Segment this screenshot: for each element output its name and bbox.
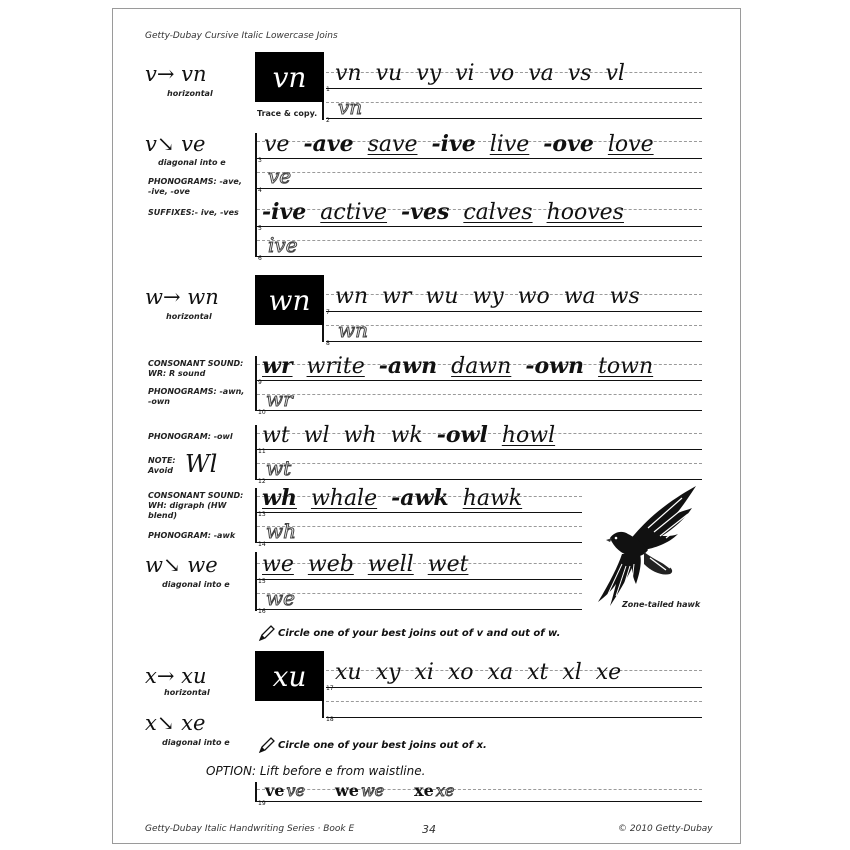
- baseline: [257, 479, 702, 480]
- example-word: dawn: [451, 354, 512, 379]
- row-number: 14: [258, 541, 266, 548]
- option-model: xe: [414, 781, 434, 800]
- example-word: save: [367, 132, 418, 157]
- row-number: 12: [258, 478, 266, 485]
- phonogram-awk: PHONOGRAM: -awk: [148, 531, 236, 540]
- example-word: wt: [262, 423, 290, 448]
- join-vn-symbol: v→ vn: [145, 62, 207, 86]
- phonogram-word: -awn: [378, 353, 438, 379]
- vertical-rule: [255, 782, 257, 802]
- waistline: [326, 102, 702, 103]
- option-trace: ve: [286, 781, 305, 800]
- example-word: wh: [262, 485, 297, 511]
- example-word: wy: [472, 284, 504, 309]
- join-wn-caption: horizontal: [166, 312, 212, 321]
- trace-wr: wr: [266, 387, 293, 411]
- practice-row-17: [335, 660, 635, 685]
- practice-row-1: [335, 61, 639, 86]
- example-word: vo: [488, 61, 515, 86]
- baseline: [257, 410, 702, 411]
- option-row: [265, 781, 454, 800]
- baseline: [326, 687, 702, 688]
- instruction-circle-x: Circle one of your best joins out of x.: [278, 740, 487, 751]
- practice-row-7: [335, 284, 654, 309]
- example-word: town: [598, 354, 654, 379]
- row-number: 3: [258, 157, 262, 164]
- waistline: [257, 394, 702, 395]
- baseline: [326, 118, 702, 119]
- footer-series: Getty-Dubay Italic Handwriting Series · Book E: [145, 824, 355, 834]
- example-word: howl: [501, 423, 556, 448]
- example-word: vn: [335, 61, 362, 86]
- baseline: [257, 256, 702, 257]
- trace-copy-label: Trace & copy.: [257, 109, 318, 118]
- phonogram-word: -ove: [543, 131, 594, 157]
- consonant-sound-wr: CONSONANT SOUND: WR: R sound: [148, 359, 244, 378]
- join-xe-symbol: x↘ xe: [145, 711, 206, 735]
- trace-wt: wt: [266, 456, 292, 480]
- waistline: [257, 593, 582, 594]
- practice-row-9: [262, 353, 667, 379]
- example-word: wk: [390, 423, 423, 448]
- row-number: 19: [258, 800, 266, 807]
- example-word: wr: [382, 284, 412, 309]
- phonogram-word: -ves: [401, 199, 450, 225]
- example-word: whale: [310, 486, 378, 511]
- row-number: 6: [258, 255, 262, 262]
- join-xe-caption: diagonal into e: [162, 738, 230, 747]
- baseline: [257, 380, 702, 381]
- example-word: vi: [455, 61, 475, 86]
- pencil-icon: [258, 736, 276, 754]
- avoid-label: Avoid: [148, 466, 173, 475]
- example-word: hooves: [546, 200, 624, 225]
- phonogram-word: -owl: [436, 422, 488, 448]
- hawk-caption: Zone-tailed hawk: [622, 600, 701, 609]
- option-model: ve: [265, 781, 285, 800]
- model-box-vn: vn: [255, 52, 324, 102]
- suffixes-ve: SUFFIXES:- ive, -ves: [148, 208, 239, 217]
- example-word: hawk: [462, 486, 523, 511]
- example-word: active: [320, 200, 388, 225]
- example-word: wn: [335, 284, 368, 309]
- example-word: va: [528, 61, 554, 86]
- row-number: 1: [326, 86, 330, 93]
- option-trace: we: [360, 781, 385, 800]
- baseline: [326, 311, 702, 312]
- trace-wh: wh: [266, 519, 296, 543]
- example-word: well: [367, 552, 414, 577]
- row-number: 5: [258, 225, 262, 232]
- example-word: xo: [447, 660, 474, 685]
- join-xu-caption: horizontal: [164, 688, 210, 697]
- baseline: [257, 449, 702, 450]
- phonograms-ve: PHONOGRAMS: -ave, -ive, -ove: [148, 177, 242, 196]
- vertical-rule: [255, 552, 257, 611]
- example-word: write: [306, 354, 365, 379]
- row-number: 8: [326, 340, 330, 347]
- example-word: xt: [527, 660, 549, 685]
- pencil-icon: [258, 624, 276, 642]
- vertical-rule: [255, 133, 257, 257]
- practice-row-13: [262, 485, 536, 511]
- practice-row-3: [264, 131, 668, 157]
- baseline: [326, 341, 702, 342]
- example-word: ws: [609, 284, 640, 309]
- phonogram-word: -awk: [391, 485, 449, 511]
- baseline: [257, 801, 702, 802]
- baseline: [257, 579, 582, 580]
- phonogram-word: -own: [525, 353, 585, 379]
- waistline: [326, 325, 702, 326]
- example-word: vl: [605, 61, 625, 86]
- example-word: vs: [567, 61, 592, 86]
- vertical-rule: [322, 701, 324, 718]
- join-ve-caption: diagonal into e: [158, 158, 226, 167]
- example-word: xu: [335, 660, 362, 685]
- trace-wn: wn: [338, 318, 368, 342]
- option-note: OPTION: Lift before e from waistline.: [206, 764, 426, 778]
- join-we-caption: diagonal into e: [162, 580, 230, 589]
- row-number: 18: [326, 716, 334, 723]
- instruction-circle-vw: Circle one of your best joins out of v and out of w.: [278, 628, 561, 639]
- row-number: 17: [326, 685, 334, 692]
- example-word: wr: [262, 353, 293, 379]
- footer-copyright: © 2010 Getty-Dubay: [618, 824, 713, 834]
- example-word: wu: [425, 284, 459, 309]
- waistline: [257, 463, 702, 464]
- model-box-xu: xu: [255, 651, 324, 701]
- waistline: [326, 701, 702, 702]
- waistline: [257, 240, 702, 241]
- example-word: xe: [595, 660, 622, 685]
- example-word: vy: [416, 61, 442, 86]
- vertical-rule: [322, 102, 324, 120]
- row-number: 11: [258, 448, 266, 455]
- example-word: ve: [264, 132, 290, 157]
- trace-vn: vn: [338, 95, 363, 119]
- example-word: wl: [303, 423, 330, 448]
- baseline: [326, 717, 702, 718]
- practice-row-11: [262, 422, 569, 448]
- row-number: 4: [258, 187, 262, 194]
- example-word: wet: [427, 552, 469, 577]
- trace-we: we: [266, 586, 295, 610]
- vertical-rule: [322, 325, 324, 342]
- join-wn-symbol: w→ wn: [145, 285, 219, 309]
- avoid-glyph: Wl: [185, 450, 218, 478]
- waistline: [257, 526, 582, 527]
- example-word: wa: [563, 284, 596, 309]
- row-number: 15: [258, 578, 266, 585]
- baseline: [326, 88, 702, 89]
- phonograms-wr: PHONOGRAMS: -awn, -own: [148, 387, 245, 406]
- baseline: [257, 188, 702, 189]
- consonant-sound-wh: CONSONANT SOUND: WH: digraph (HW blend): [148, 491, 244, 520]
- row-number: 16: [258, 608, 266, 615]
- practice-row-5: [262, 199, 638, 225]
- example-word: vu: [375, 61, 403, 86]
- example-word: wh: [343, 423, 377, 448]
- waistline: [257, 172, 702, 173]
- option-model: we: [335, 781, 359, 800]
- example-word: xa: [487, 660, 514, 685]
- row-number: 7: [326, 309, 330, 316]
- example-word: xi: [414, 660, 434, 685]
- example-word: we: [262, 552, 294, 577]
- row-number: 13: [258, 511, 266, 518]
- example-word: calves: [463, 200, 533, 225]
- example-word: web: [307, 552, 354, 577]
- example-word: love: [607, 132, 654, 157]
- phonogram-word: -ave: [303, 131, 354, 157]
- trace-ive: ive: [268, 233, 298, 257]
- baseline: [257, 158, 702, 159]
- row-number: 10: [258, 409, 266, 416]
- phonogram-word: -ive: [431, 131, 476, 157]
- phonogram-owl: PHONOGRAM: -owl: [148, 432, 233, 441]
- join-ve-symbol: v↘ ve: [145, 132, 206, 156]
- zone-tailed-hawk-illustration: [588, 484, 703, 609]
- note-label: NOTE:: [148, 456, 176, 465]
- join-xu-symbol: x→ xu: [145, 664, 207, 688]
- model-box-wn: wn: [255, 275, 324, 325]
- option-trace: xe: [435, 781, 455, 800]
- row-number: 9: [258, 379, 262, 386]
- example-word: xl: [562, 660, 582, 685]
- phonogram-word: -ive: [262, 199, 307, 225]
- page-header-title: Getty-Dubay Cursive Italic Lowercase Joins: [145, 31, 338, 41]
- baseline: [257, 542, 582, 543]
- example-word: wo: [517, 284, 550, 309]
- row-number: 2: [326, 117, 330, 124]
- baseline: [257, 226, 702, 227]
- join-we-symbol: w↘ we: [145, 553, 218, 577]
- page-number: 34: [422, 823, 436, 836]
- baseline: [257, 512, 582, 513]
- practice-row-15: [262, 552, 482, 577]
- join-vn-caption: horizontal: [167, 89, 213, 98]
- example-word: xy: [375, 660, 401, 685]
- example-word: live: [489, 132, 530, 157]
- baseline: [257, 609, 582, 610]
- trace-ve: ve: [268, 164, 292, 188]
